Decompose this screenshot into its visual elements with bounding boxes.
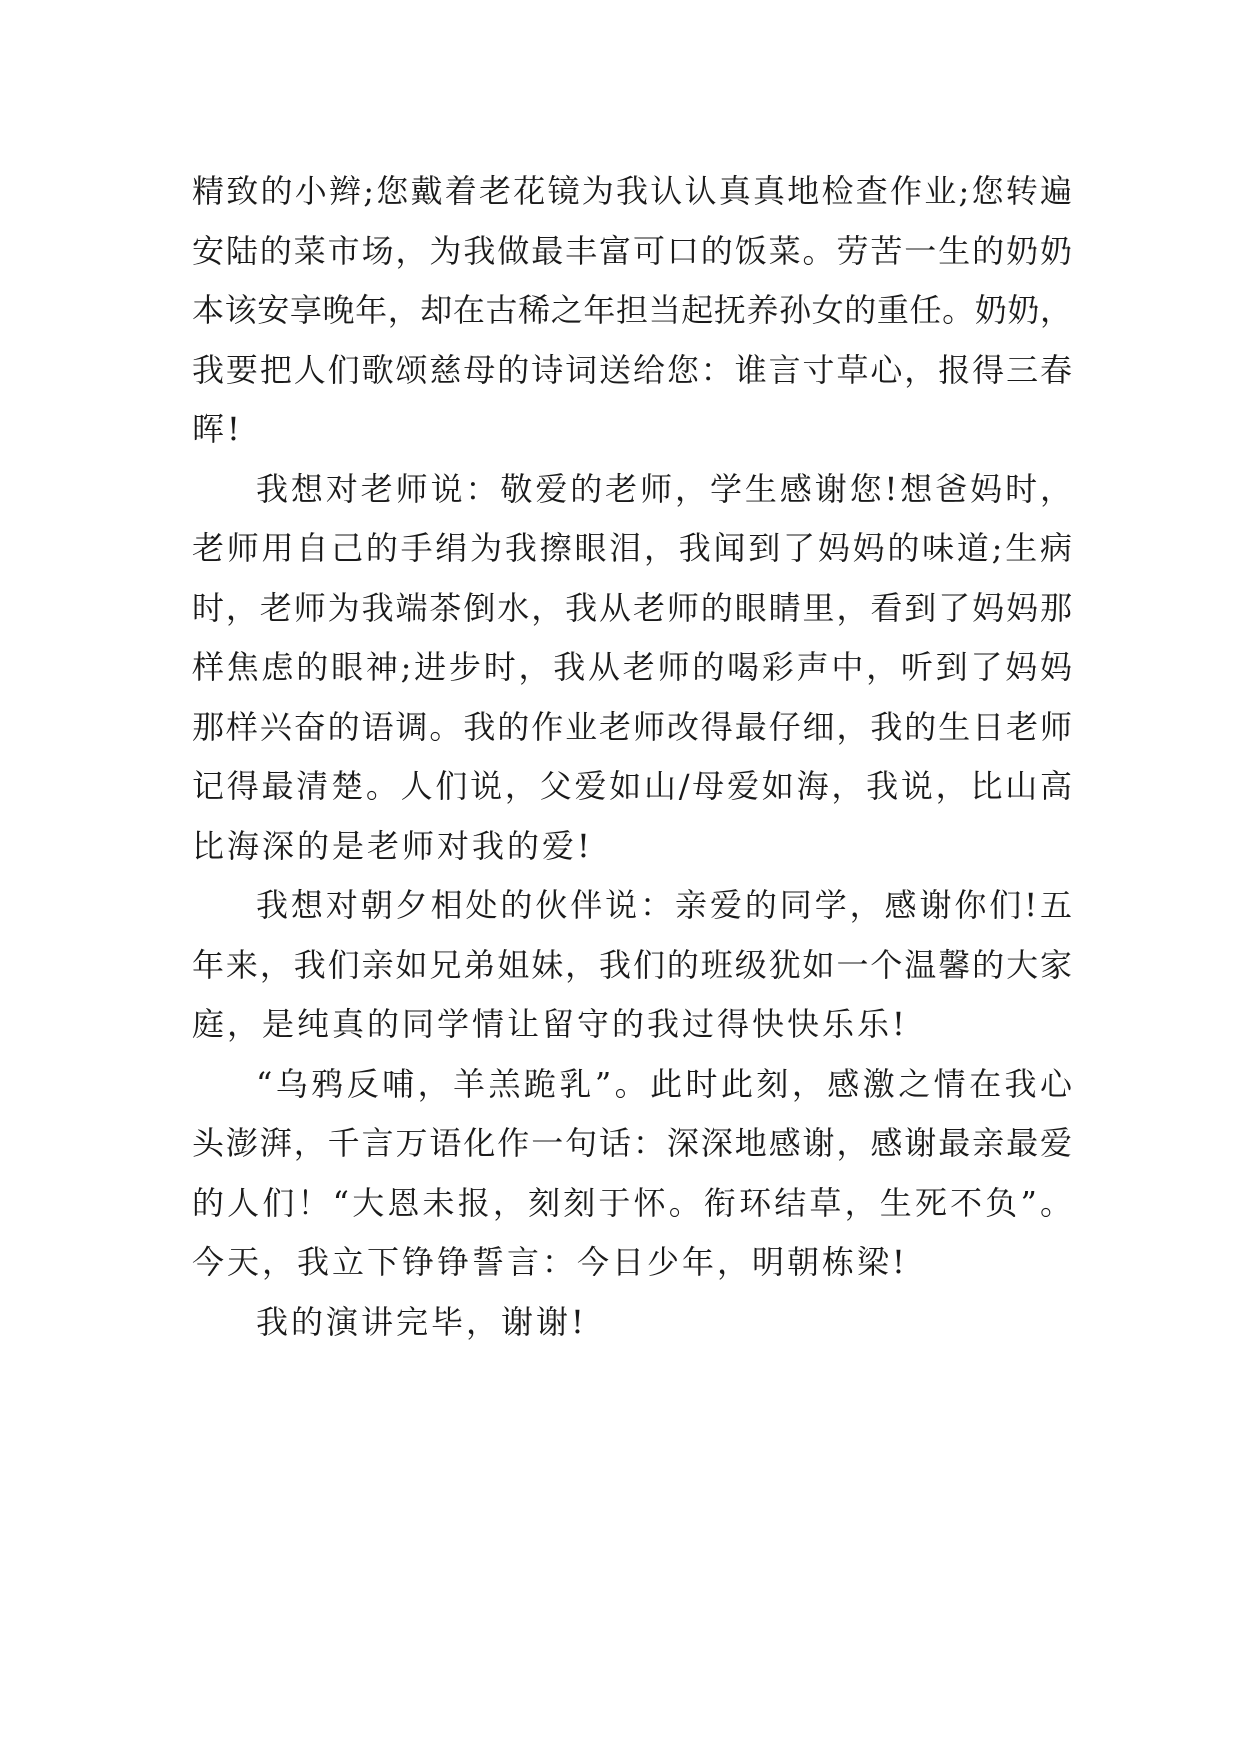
paragraph-gratitude xyxy=(192,1055,1072,1293)
text-line: 那样兴奋的语调。我的作业老师改得最仔细，我的生日老师 xyxy=(192,707,1072,746)
text-line: 我想对老师说：敬爱的老师，学生感谢您!想爸妈时， xyxy=(256,469,1072,508)
text-line: “乌鸦反哺，羊羔跪乳”。此时此刻，感激之情在我心 xyxy=(256,1064,1072,1103)
text-line: 今天，我立下铮铮誓言：今日少年，明朝栋梁! xyxy=(192,1243,908,1281)
text-line: 晖! xyxy=(192,410,243,448)
text-line: 庭，是纯真的同学情让留守的我过得快快乐乐! xyxy=(192,1005,908,1043)
text-line: 安陆的菜市场，为我做最丰富可口的饭菜。劳苦一生的奶奶 xyxy=(192,231,1072,270)
text-line: 比海深的是老师对我的爱! xyxy=(192,826,593,865)
text-line: 本该安享晚年，却在古稀之年担当起抚养孙女的重任。奶奶， xyxy=(192,291,1072,329)
text-line: 老师用自己的手绢为我擦眼泪，我闻到了妈妈的味道;生病 xyxy=(192,529,1072,567)
text-line: 的人们！“大恩未报，刻刻于怀。衔环结草，生死不负”。 xyxy=(192,1183,1072,1222)
text-line: 精致的小辫;您戴着老花镜为我认认真真地检查作业;您转遍 xyxy=(192,172,1072,210)
paragraph-closing xyxy=(192,1293,1072,1353)
paragraph-teacher xyxy=(192,460,1072,877)
text-line: 时，老师为我端茶倒水，我从老师的眼睛里，看到了妈妈那 xyxy=(192,588,1072,627)
text-line: 头澎湃，千言万语化作一句话：深深地感谢，感谢最亲最爱 xyxy=(192,1124,1072,1162)
text-line: 年来，我们亲如兄弟姐妹，我们的班级犹如一个温馨的大家 xyxy=(192,945,1072,984)
speech-text-body xyxy=(192,162,1072,1352)
text-line: 记得最清楚。人们说，父爱如山/母爱如海，我说，比山高 xyxy=(192,767,1072,805)
paragraph-grandmother-ending xyxy=(192,162,1072,460)
text-line: 我的演讲完毕，谢谢! xyxy=(256,1302,587,1341)
text-line: 我想对朝夕相处的伙伴说：亲爱的同学，感谢你们!五 xyxy=(256,886,1072,924)
paragraph-classmates xyxy=(192,876,1072,1055)
text-line: 样焦虑的眼神;进步时，我从老师的喝彩声中，听到了妈妈 xyxy=(192,648,1072,686)
text-line: 我要把人们歌颂慈母的诗词送给您：谁言寸草心，报得三春 xyxy=(192,350,1072,389)
